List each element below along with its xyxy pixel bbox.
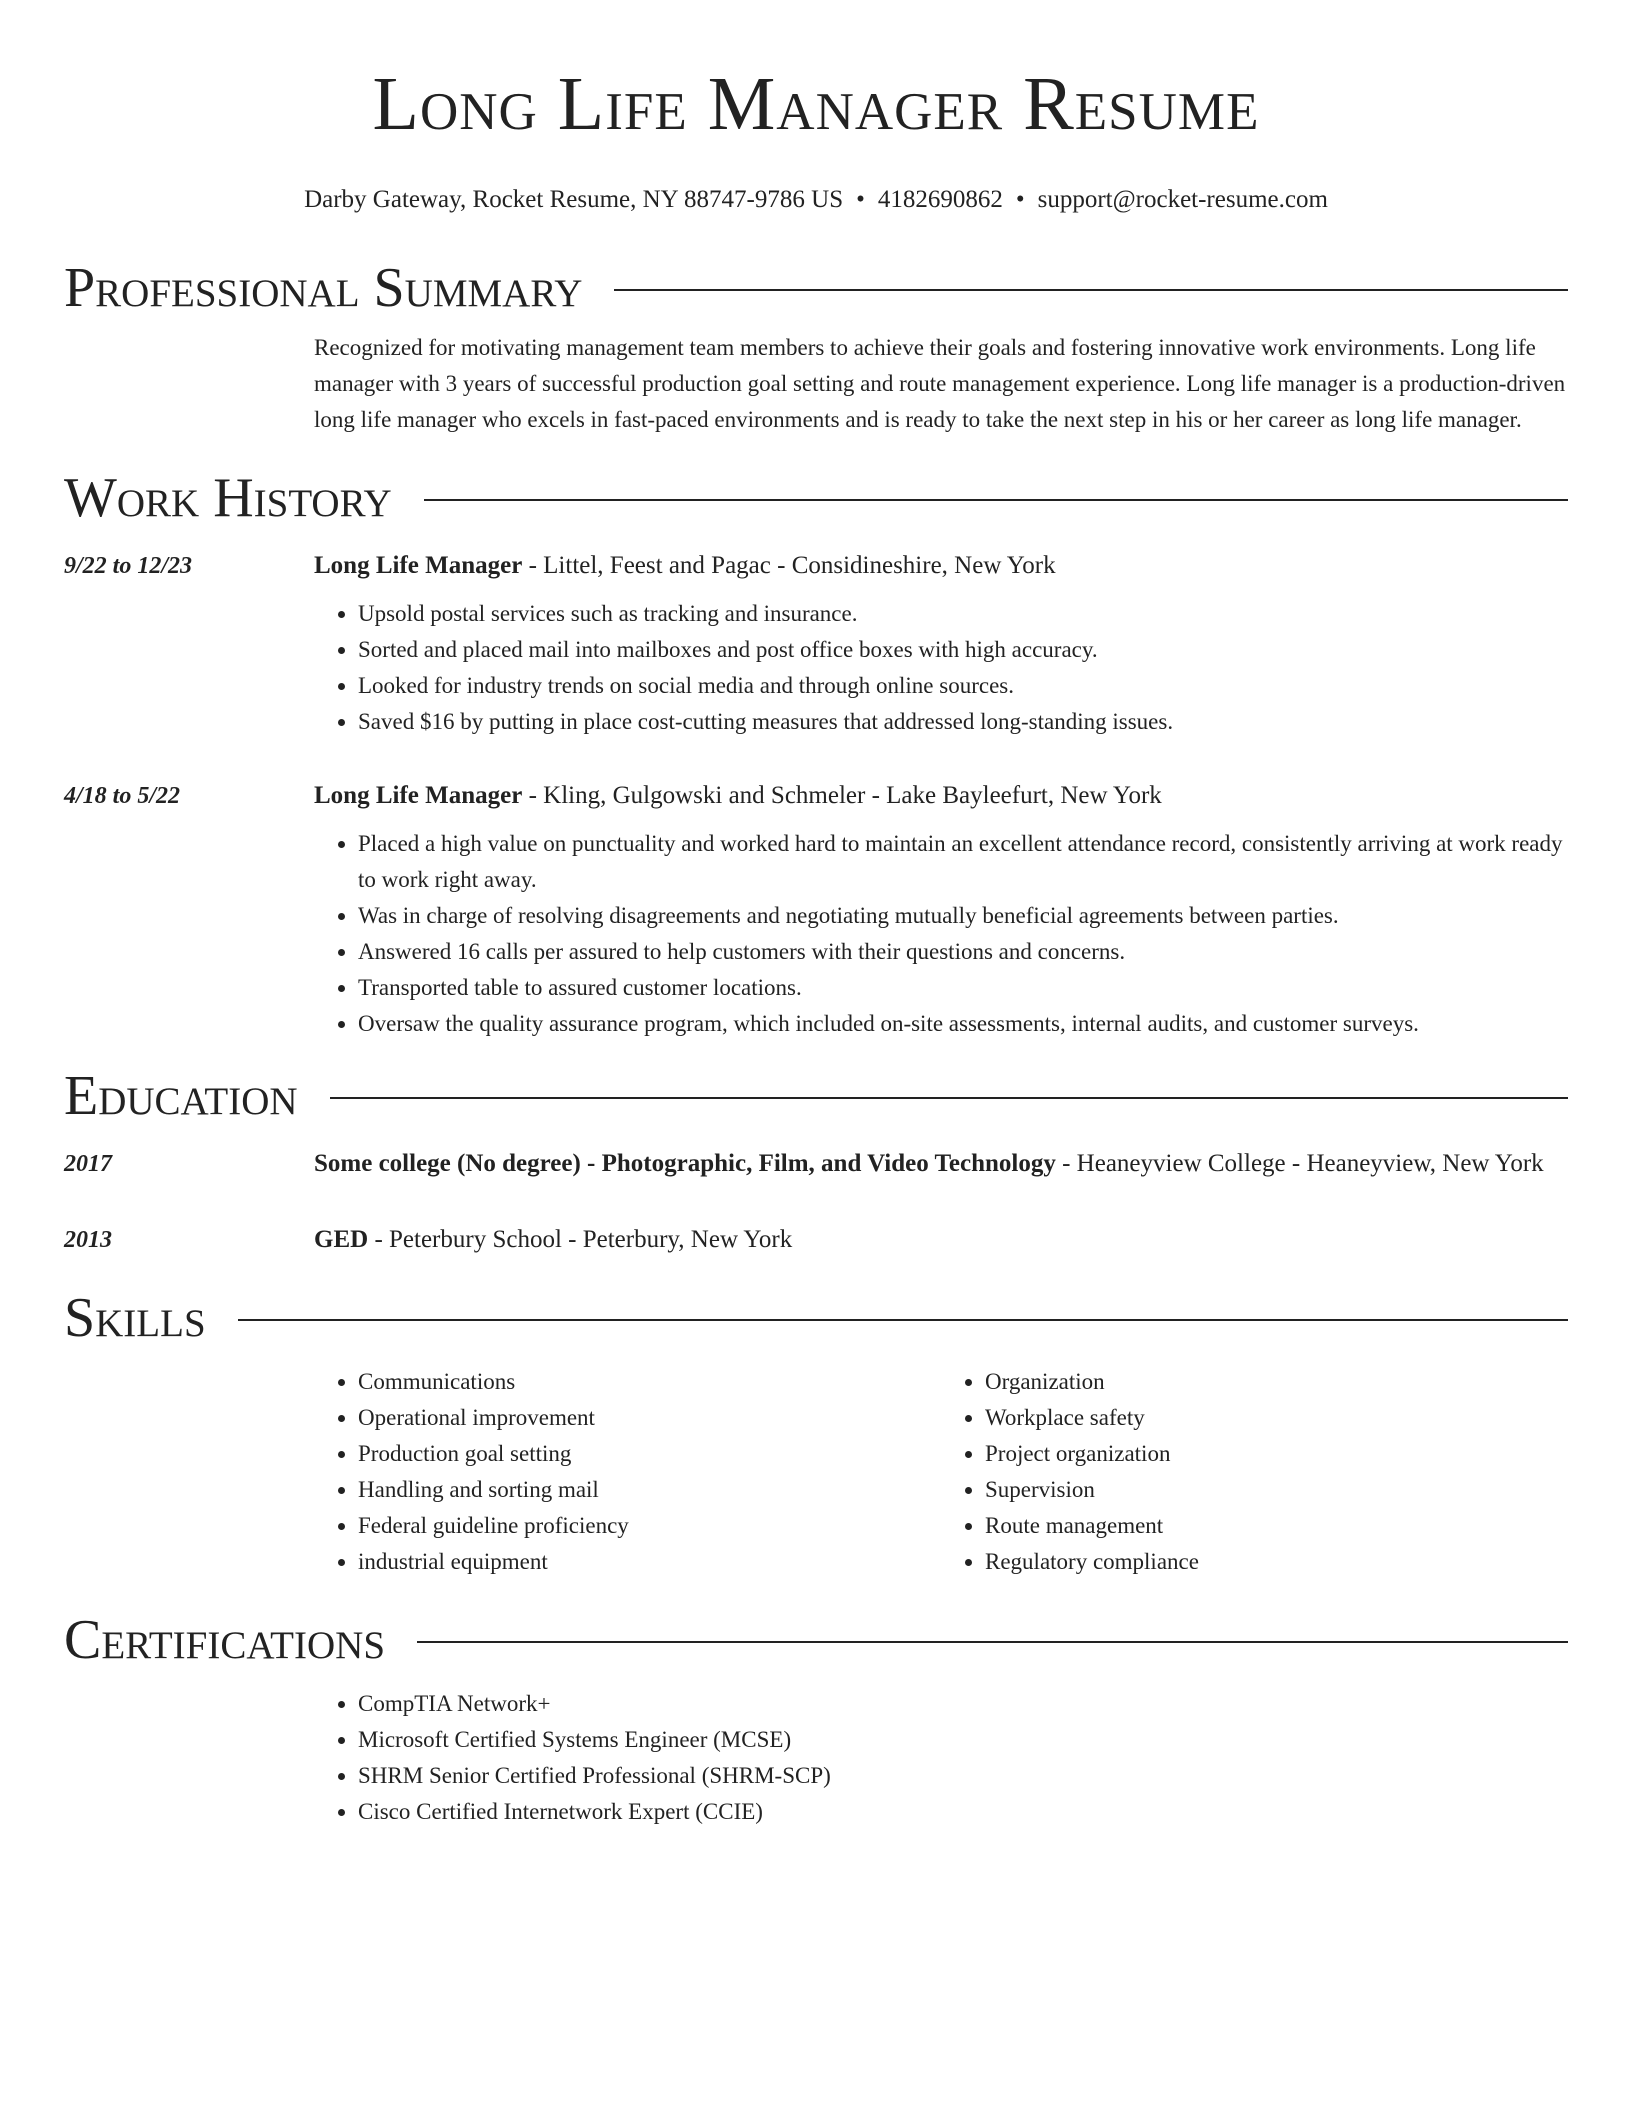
education-degree: GED [314,1226,369,1253]
education-heading: Education [64,1065,298,1127]
job-bullet: • Was in charge of resolving disagreements and negotiating mutually beneficial agreements between parties. [358,898,1568,934]
certification-item: • SHRM Senior Certified Professional (SHRM-SCP) [358,1758,1568,1794]
contact-line [64,184,1568,216]
education-degree: Some college (No degree) - Photographic, Film, and Video Technology [314,1150,1056,1177]
job-dates: 9/22 to 12/23 [64,553,193,579]
skill-item: • Supervision [985,1472,1568,1508]
skill-item: • Workplace safety [985,1400,1568,1436]
education-entry [64,1220,1568,1260]
contact-email: support@rocket-resume.com [1037,186,1328,213]
skills-heading: Skills [64,1287,206,1349]
certification-item: • Microsoft Certified Systems Engineer (MCSE) [358,1722,1568,1758]
education-details [314,1144,1568,1184]
job-entry [64,546,1568,740]
contact-separator: • [856,186,865,213]
work-section-header [64,466,1568,530]
skills-list-left [314,1364,941,1580]
section-divider [417,1641,1568,1643]
job-employer: - Kling, Gulgowski and Schmeler - Lake Bayleefurt, New York [522,782,1162,809]
education-details [314,1220,1568,1260]
section-divider [238,1319,1568,1321]
contact-address: Darby Gateway, Rocket Resume, NY 88747-9786 US [304,186,844,213]
skill-item: • Communications [358,1364,941,1400]
job-bullet: • Placed a high value on punctuality and worked hard to maintain an excellent attendance record, consistently arriving at work ready to work right away. [358,826,1568,898]
section-divider [330,1097,1568,1099]
section-divider [614,289,1568,291]
job-dates: 4/18 to 5/22 [64,783,181,809]
job-details [314,776,1568,1042]
job-bullet: • Looked for industry trends on social media and through online sources. [358,668,1568,704]
skill-item: • Federal guideline proficiency [358,1508,941,1544]
contact-separator: • [1015,186,1025,213]
skill-item: • Handling and sorting mail [358,1472,941,1508]
job-bullet: • Upsold postal services such as tracking and insurance. [358,596,1568,632]
job-bullet: • Answered 16 calls per assured to help customers with their questions and concerns. [358,934,1568,970]
skill-item: • Organization [985,1364,1568,1400]
summary-text: Recognized for motivating management team members to achieve their goals and fostering innovative work environments. Long life manager with 3 years of successful production goal setting and route management experience. Long life manager is a production-driven long life manager who excels in fast-paced environments and is ready to take the next step in his or her career as long life manager. [314,335,1566,432]
education-year: 2017 [64,1151,112,1177]
certifications-list [314,1686,1568,1830]
certifications-block [314,1686,1568,1830]
skill-item: • Route management [985,1508,1568,1544]
job-bullet-list [314,596,1568,740]
skill-item: • Production goal setting [358,1436,941,1472]
job-bullet: • Sorted and placed mail into mailboxes and post office boxes with high accuracy. [358,632,1568,668]
job-employer: - Littel, Feest and Pagac - Considineshire, New York [522,552,1056,579]
certification-item: • CompTIA Network+ [358,1686,1568,1722]
job-details [314,546,1568,740]
resume-title: Long Life Manager Resume [372,62,1260,146]
education-section-header [64,1064,1568,1128]
summary-section-header [64,256,1568,320]
education-school: - Heaneyview College - Heaneyview, New York [1055,1150,1544,1177]
education-school: - Peterbury School - Peterbury, New York [368,1226,793,1253]
skill-item: • Project organization [985,1436,1568,1472]
work-heading: Work History [64,467,392,529]
job-bullet: • Oversaw the quality assurance program, which included on-site assessments, internal audits, and customer surveys. [358,1006,1568,1042]
skills-list-right [941,1364,1568,1580]
contact-phone: 4182690862 [877,186,1003,213]
certifications-heading: Certifications [64,1609,386,1671]
skill-item: • Operational improvement [358,1400,941,1436]
job-bullet-list [314,826,1568,1042]
job-bullet: • Saved $16 by putting in place cost-cutting measures that addressed long-standing issues. [358,704,1568,740]
job-role: Long Life Manager [314,552,523,579]
job-role: Long Life Manager [314,782,523,809]
skills-section-header [64,1286,1568,1350]
job-bullet: • Transported table to assured customer locations. [358,970,1568,1006]
job-entry [64,776,1568,1042]
certification-item: • Cisco Certified Internetwork Expert (CCIE) [358,1794,1568,1830]
skill-item: • industrial equipment [358,1544,941,1580]
summary-heading: Professional Summary [64,257,583,319]
skill-item: • Regulatory compliance [985,1544,1568,1580]
education-entry [64,1144,1568,1184]
section-divider [424,499,1568,501]
skills-columns [314,1364,1568,1580]
certifications-section-header [64,1608,1568,1672]
education-year: 2013 [64,1227,112,1253]
